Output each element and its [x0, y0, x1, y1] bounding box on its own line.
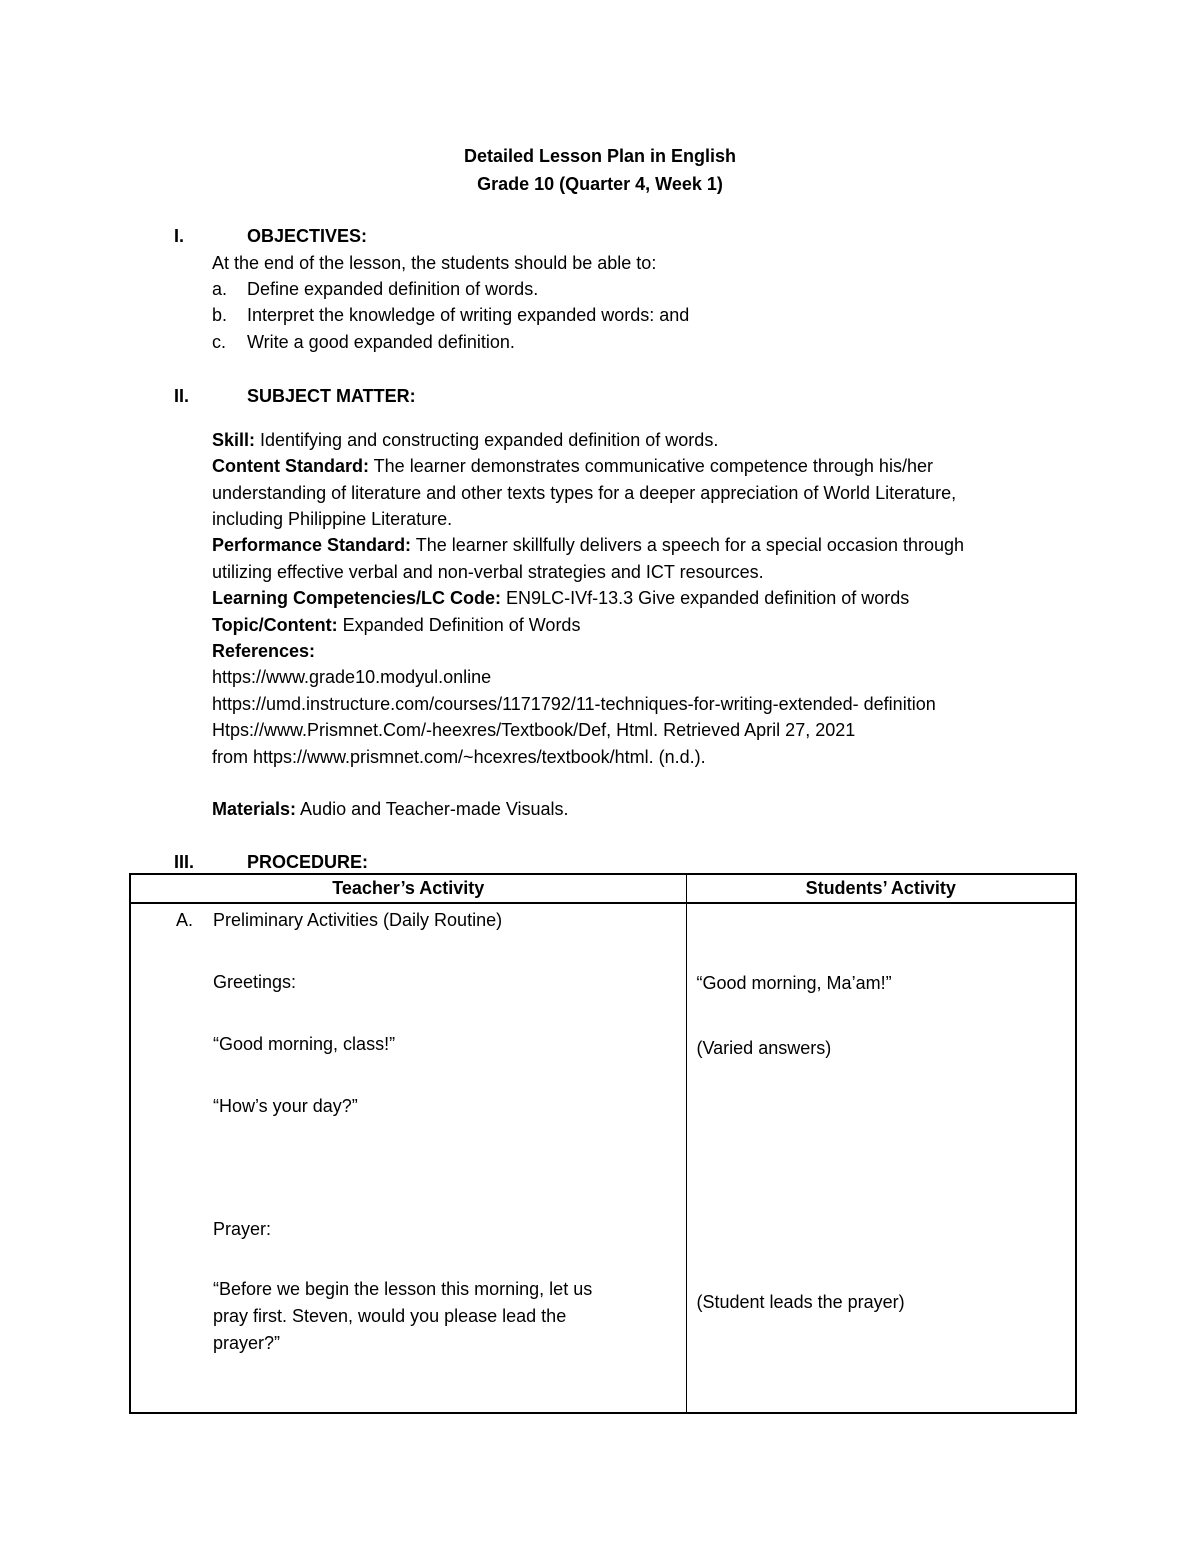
students-activity-header: Students’ Activity [686, 874, 1076, 903]
procedure-table-header [130, 874, 1076, 903]
teacher-prayer-line-1: “Before we begin the lesson this morning, let us [213, 1279, 593, 1299]
greetings-label: Greetings: [213, 972, 297, 992]
objectives-intro: At the end of the lesson, the students should be able to: [212, 253, 657, 273]
skill-text: Identifying and constructing expanded definition of words. [255, 430, 719, 450]
topic-label: Topic/Content: [212, 615, 338, 635]
procedure-numeral: III. [174, 852, 195, 872]
subject-matter-heading: SUBJECT MATTER: [247, 386, 416, 406]
students-prayer: (Student leads the prayer) [696, 1292, 905, 1312]
lc-line [212, 589, 909, 607]
teacher-prayer-line-2: pray first. Steven, would you please lead the [213, 1306, 567, 1326]
objective-item: Interpret the knowledge of writing expanded words: and [247, 305, 690, 325]
content-standard-label: Content Standard: [212, 456, 369, 476]
objective-letter: a. [212, 279, 228, 299]
subject-matter-numeral: II. [174, 386, 190, 406]
reference-link[interactable]: from https://www.prismnet.com/~hcexres/textbook/html. (n.d.). [212, 747, 706, 767]
objective-letter: b. [212, 305, 228, 325]
content-standard-text-3: including Philippine Literature. [212, 509, 453, 529]
skill-line [212, 431, 718, 449]
objective-letter: c. [212, 332, 227, 352]
materials-line [212, 800, 569, 818]
skill-label: Skill: [212, 430, 256, 450]
performance-standard-text: The learner skillfully delivers a speech for a special occasion through [411, 535, 965, 555]
objectives-heading: OBJECTIVES: [247, 226, 368, 246]
content-standard-text: The learner demonstrates communicative competence through his/her [369, 456, 933, 476]
content-standard-text-2: understanding of literature and other texts types for a deeper appreciation of World Literature, [212, 483, 957, 503]
procedure-table [129, 873, 1077, 1414]
lc-label: Learning Competencies/LC Code: [212, 588, 502, 608]
objective-item: Write a good expanded definition. [247, 332, 515, 352]
topic-line [212, 616, 580, 634]
prayer-label: Prayer: [213, 1219, 272, 1239]
materials-label: Materials: [212, 799, 297, 819]
performance-standard-line [212, 536, 964, 554]
procedure-table-row [130, 903, 1076, 1413]
performance-standard-label: Performance Standard: [212, 535, 412, 555]
procedure-heading: PROCEDURE: [247, 852, 369, 872]
topic-text: Expanded Definition of Words [337, 615, 581, 635]
reference-link[interactable]: https://umd.instructure.com/courses/1171792/11-techniques-for-writing-extended- definition [212, 694, 936, 714]
students-activity-cell [686, 903, 1076, 1413]
activity-letter: A. [176, 910, 194, 930]
document-title: Detailed Lesson Plan in English [463, 146, 737, 166]
lc-text: EN9LC-IVf-13.3 Give expanded definition of words [501, 588, 910, 608]
students-varied-answers: (Varied answers) [696, 1038, 832, 1058]
content-standard-line [212, 457, 933, 475]
teacher-activity-cell [130, 903, 686, 1413]
reference-link[interactable]: https://www.grade10.modyul.online [212, 667, 492, 687]
teacher-how-day: “How’s your day?” [213, 1096, 358, 1116]
reference-link[interactable]: Htps://www.Prismnet.Com/-heexres/Textbook/Def, Html. Retrieved April 27, 2021 [212, 720, 856, 740]
students-good-morning: “Good morning, Ma’am!” [696, 973, 892, 993]
teacher-activity-header: Teacher’s Activity [130, 874, 686, 903]
preliminary-activities: Preliminary Activities (Daily Routine) [213, 910, 503, 930]
document-subtitle: Grade 10 (Quarter 4, Week 1) [477, 174, 723, 194]
objectives-numeral: I. [174, 226, 185, 246]
teacher-prayer-line-3: prayer?” [213, 1333, 281, 1353]
performance-standard-text-2: utilizing effective verbal and non-verbal strategies and ICT resources. [212, 562, 764, 582]
teacher-good-morning: “Good morning, class!” [213, 1034, 396, 1054]
references-label: References: [212, 641, 316, 661]
materials-text: Audio and Teacher-made Visuals. [296, 799, 569, 819]
objective-item: Define expanded definition of words. [247, 279, 539, 299]
